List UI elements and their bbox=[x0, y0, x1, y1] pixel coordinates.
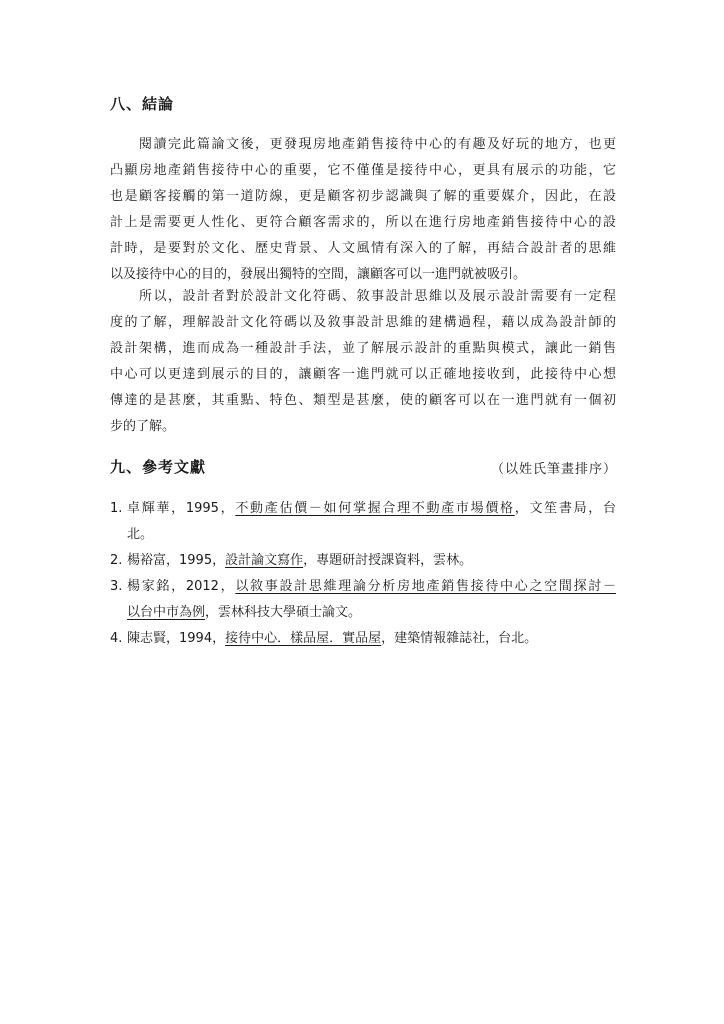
text-line: 步的了解。 bbox=[110, 419, 176, 434]
text-line: 閱讀完此篇論文後，更發現房地產銷售接待中心的有趣及好玩的地方，也更 bbox=[139, 137, 616, 152]
text-line bbox=[127, 600, 616, 626]
reference-publisher: ，專題研討授課資料，雲林。 bbox=[303, 553, 473, 568]
reference-list bbox=[110, 496, 616, 652]
reference-author: 陳志賢，1994， bbox=[127, 631, 226, 646]
reference-title: 以敘事設計思維理論分析房地產銷售接待中心之空間探討－ bbox=[235, 579, 616, 594]
text-line: 北。 bbox=[127, 527, 154, 542]
reference-author: 卓輝華，1995， bbox=[127, 501, 236, 516]
reference-item-4 bbox=[110, 626, 616, 652]
text-line: 也是顧客接觸的第一道防線，更是顧客初步認識與了解的重要媒介，因此，在設 bbox=[110, 189, 616, 204]
text-line: 以及接待中心的目的，發展出獨特的空間，讓顧客可以一進門就被吸引。 bbox=[110, 267, 527, 282]
text-line bbox=[127, 574, 616, 600]
reference-item-3 bbox=[110, 574, 616, 626]
reference-number: 1. bbox=[110, 501, 123, 516]
reference-publisher: ，文笙書局，台 bbox=[514, 501, 616, 516]
reference-number: 3. bbox=[110, 579, 123, 594]
reference-title-continued: 以台中市為例 bbox=[127, 605, 206, 620]
conclusion-paragraph-2 bbox=[110, 284, 616, 440]
reference-item-1 bbox=[110, 496, 616, 548]
text-line: 設計架構，進而成為一種設計手法，並了解展示設計的重點與模式，讓此一銷售 bbox=[110, 341, 616, 356]
reference-item-2 bbox=[110, 548, 616, 574]
text-line: 所以，設計者對於設計文化符碼、敘事設計思維以及展示設計需要有一定程 bbox=[139, 289, 616, 304]
text-line: 凸顯房地產銷售接待中心的重要，它不僅僅是接待中心，更具有展示的功能，它 bbox=[110, 163, 616, 178]
references-heading: 九、參考文獻 bbox=[110, 458, 207, 476]
reference-publisher: ，建築情報雜誌社，台北。 bbox=[381, 631, 538, 646]
text-line: 度的了解，理解設計文化符碼以及敘事設計思維的建構過程，藉以成為設計師的 bbox=[110, 315, 616, 330]
conclusion-heading: 八、結論 bbox=[110, 95, 175, 113]
reference-author: 楊裕富，1995， bbox=[127, 553, 226, 568]
text-line: 計時，是要對於文化、歷史背景、人文風情有深入的了解，再結合設計者的思維 bbox=[110, 241, 616, 256]
conclusion-paragraph-1 bbox=[110, 132, 616, 288]
reference-publisher: ，雲林科技大學碩士論文。 bbox=[205, 605, 362, 620]
text-line bbox=[127, 626, 616, 652]
reference-title: 接待中心．樣品屋．實品屋 bbox=[225, 631, 382, 646]
reference-author: 楊家銘，2012， bbox=[127, 579, 236, 594]
text-line: 傳達的是甚麼，其重點、特色、類型是甚麼，使的顧客可以在一進門就有一個初 bbox=[110, 393, 616, 408]
text-line: 中心可以更達到展示的目的，讓顧客一進門就可以正確地接收到，此接待中心想 bbox=[110, 367, 616, 382]
sort-note: （以姓氏筆畫排序） bbox=[490, 462, 617, 477]
reference-number: 2. bbox=[110, 553, 123, 568]
reference-title: 設計論文寫作 bbox=[225, 553, 304, 568]
text-line: 計上是需要更人性化、更符合顧客需求的，所以在進行房地產銷售接待中心的設 bbox=[110, 215, 616, 230]
text-line bbox=[127, 548, 616, 574]
reference-title: 不動產估價－如何掌握合理不動產市場價格 bbox=[235, 501, 515, 516]
reference-number: 4. bbox=[110, 631, 123, 646]
text-line bbox=[127, 496, 616, 522]
